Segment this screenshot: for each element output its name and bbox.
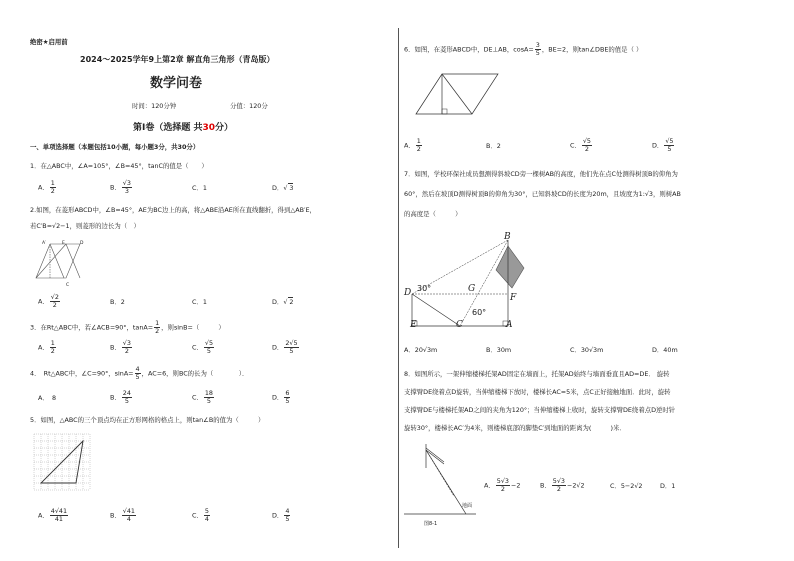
q7-label-e: E [410,320,417,330]
q2-fig-label-a: A′ [42,241,47,246]
q2-fig-label-c: C [66,283,70,288]
q8-line1: 8．如图所示，一架伸缩楼梯托架AD固定在墙面上，托架AD始终与墙面垂直且AD=DE． 旋转 [404,370,670,378]
q1-text: 1．在△ABC中，∠A=105°，∠B=45°，tanC的值是（ ） [30,162,208,170]
q5-option-c: C． $\frac{5}{4}$ [192,507,209,523]
q5-option-d: D． $\frac{4}{5}$ [272,507,290,523]
exam-title: 数学问卷 [150,76,203,91]
q7-label-c: C [456,320,463,330]
section-heading: 一、单项选择题（本题包括10小题，每小题3分，共30分） [30,143,200,151]
time-label: 时间：120分钟 [132,102,177,110]
q3-option-c: C． $\frac{√5}{5}$ [192,339,214,355]
q7-option-d: D．40m [652,346,678,354]
q8-option-d: D．1 [660,482,676,490]
q8-ground-label: 地面 [462,503,473,509]
part-heading [133,120,233,133]
q8-line2: 支撑臂DE绕着点D旋转，当伸缩楼梯下放时，楼梯长AC=5米，点C正好接触地面．此时，旋转 [404,388,671,396]
q4-option-c: C． $\frac{18}{5}$ [192,389,213,405]
q8-line4: 旋转30°，楼梯长AC′为4米，则楼梯底部的脚垫C′到地面的距离为( )米． [404,424,626,432]
q1-option-b: B． $\frac{√3}{3}$ [110,179,131,195]
q7-label-b: B [504,232,511,242]
q8-option-c: C．5−2√2 [610,482,643,490]
q5-text: 5．如图，△ABC的三个顶点均在正方形网格的格点上，则tan∠B的值为（ ） [30,416,265,424]
q7-angle-60: 60° [472,308,487,317]
q5-option-a: A． $\frac{4√41}{41}$ [38,507,68,523]
doc-title: 2024～2025学年9上第2章 解直角三角形（青岛版） [80,55,275,64]
q6-option-b: B．2 [486,142,501,150]
q2-line2: 若C′B=√2−1，则菱形的边长为（ ） [30,222,140,230]
q3-option-d: D． $\frac{2√5}{5}$ [272,339,298,355]
q8-line3: 支撑臂DE与楼梯托架AD之间的夹角为120°；当伸缩楼梯上收时，旋转支撑臂DE绕着点D逆时针 [404,406,676,414]
q5-grid-figure [34,434,92,494]
q2-option-c: C．1 [192,298,207,306]
q7-label-g: G [468,284,476,294]
part-points: 30 [202,123,216,133]
q4-option-a: A． 8 [38,394,57,402]
part-text: 第Ⅰ卷（选择题 共 [133,123,203,133]
q1-option-d: D．√ 3 [272,184,294,192]
q7-line3: 的高度是（ ） [404,210,462,218]
q7-option-b: B．30m [486,346,512,354]
q1-option-c: C．1 [192,184,207,192]
q1-option-a: A． $\frac{1}{2}$ [38,179,55,195]
q2-line1: 2.如图，在菱形ABCD中，∠B=45°，AE为BC边上的高，将△ABE沿AE所在直线翻折，得到△AB′E， [30,206,316,214]
q6-text: 6．如图，在菱形ABCD中，DE⊥AB，cosA= $\frac{3}{5}$ ，BE=2，则tan∠DBE的值是（ ） [404,41,643,57]
q3-option-a: A． $\frac{1}{2}$ [38,339,55,355]
q4-option-d: D． $\frac{6}{5}$ [272,389,290,405]
q7-label-a: A [506,320,513,330]
q6-option-a: A． $\frac{1}{2}$ [404,137,421,153]
q6-option-c: C． $\frac{√5}{2}$ [570,137,591,153]
q7-line2: 60°，然后在坡顶D测得树顶B的仰角为30°，已知斜坡CD的长度为20m，且坡度为1:√3，则树AB [404,190,681,198]
q4-option-b: B． $\frac{24}{5}$ [110,389,131,405]
q6-option-d: D． $\frac{√5}{5}$ [652,137,674,153]
q7-label-d: D [404,288,412,298]
q5-option-b: B． $\frac{√41}{4}$ [110,507,135,523]
q8-fig-caption: 图8-1 [424,521,438,527]
secret-label: 绝密★启用前 [30,38,68,46]
q2-option-d: D．√ 2 [272,298,294,306]
q7-line1: 7．如图，学校环保社成员想测得斜坡CD旁一棵树AB的高度，他们先在点C处测得树顶B的仰角为 [404,170,678,178]
q2-option-a: A． $\frac{√2}{2}$ [38,293,59,309]
q7-figure [404,232,534,334]
q8-option-a: A． $\frac{5√3}{2}$ −2 [484,477,521,493]
part-end: 分） [215,123,234,133]
q2-option-b: B．2 [110,298,125,306]
q2-fig-label-e: E [62,241,65,246]
column-divider [398,28,399,548]
q8-option-b: B． $\frac{5√3}{2}$ −2√2 [540,477,585,493]
q2-fig-label-d: D [80,241,84,246]
q6-figure [414,72,500,118]
q7-option-a: A．20√3m [404,346,438,354]
q7-option-c: C．30√3m [570,346,604,354]
q7-angle-30: 30° [417,284,432,293]
q7-label-f: F [510,293,517,303]
q4-text: 4． Rt△ABC中，∠C=90°，sinA= $\frac{4}{5}$ ，AC=6，则BC的长为（ ）． [30,365,249,381]
q3-option-b: B． $\frac{√3}{2}$ [110,339,131,355]
score-label: 分值：120分 [230,102,268,110]
q8-figure [404,440,480,526]
q3-text: 3．在Rt△ABC中，若∠ACB=90°，tanA= $\frac{1}{2}$ ，则sinB=（ ） [30,319,225,335]
